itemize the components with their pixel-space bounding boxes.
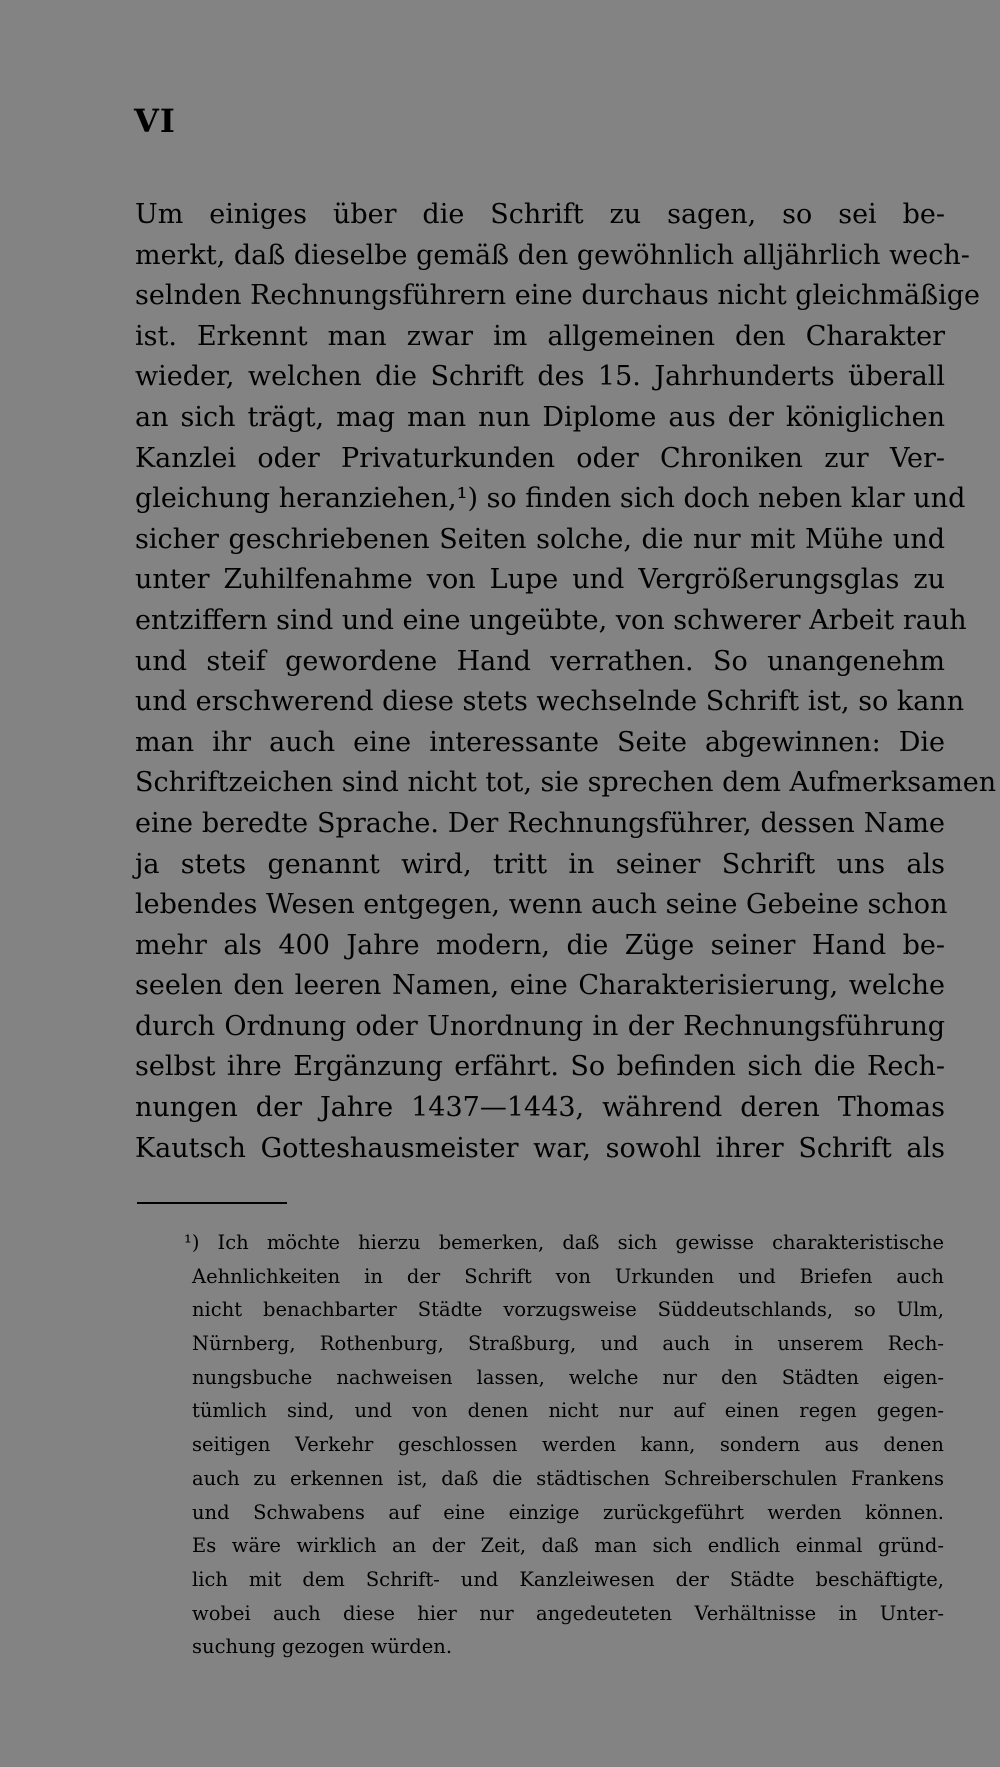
footnote-divider (137, 1202, 287, 1204)
text-line: seelen den leeren Namen, eine Charakterisierung, welche (135, 970, 945, 1002)
text-line: und steif gewordene Hand verrathen. So unangenehm (135, 645, 945, 677)
text-line: Kanzlei oder Privaturkunden oder Chroniken zur Ver- (135, 442, 945, 474)
footnote-line: auch zu erkennen ist, daß die städtischen Schreiberschulen Frankens (192, 1466, 944, 1490)
text-line: ist. Erkennt man zwar im allgemeinen den Charakter (135, 320, 945, 352)
footnote-line: tümlich sind, und von denen nicht nur auf einen regen gegen- (192, 1399, 944, 1423)
footnote (184, 1226, 944, 1664)
text-line: selbst ihre Ergänzung erfährt. So befinden sich die Rech- (135, 1051, 945, 1083)
text-line: wieder, welchen die Schrift des 15. Jahrhunderts überall (135, 361, 945, 393)
footnote-line: und Schwabens auf eine einzige zurückgeführt werden können. (192, 1500, 944, 1524)
footnote-line: lich mit dem Schrift- und Kanzleiwesen der Städte beschäftigte, (192, 1567, 944, 1591)
footnote-line: Nürnberg, Rothenburg, Straßburg, und auch in unserem Rech- (192, 1332, 944, 1356)
text-line: merkt, daß dieselbe gemäß den gewöhnlich alljährlich wech- (135, 239, 970, 271)
footnote-line: Aehnlichkeiten in der Schrift von Urkunden und Briefen auch (192, 1264, 944, 1288)
text-line: Schriftzeichen sind nicht tot, sie sprechen dem Aufmerksamen (135, 767, 997, 799)
footnote-line: nicht benachbarter Städte vorzugsweise Süddeutschlands, so Ulm, (192, 1298, 944, 1322)
text-line: sicher geschriebenen Seiten solche, die nur mit Mühe und (135, 523, 945, 555)
footnote-line: suchung gezogen würden. (192, 1635, 453, 1659)
text-line: gleichung heranziehen,¹) so finden sich doch neben klar und (135, 483, 966, 515)
text-line: Kautsch Gotteshausmeister war, sowohl ihrer Schrift als (135, 1132, 945, 1164)
text-line: man ihr auch eine interessante Seite abgewinnen: Die (135, 726, 945, 758)
text-line: unter Zuhilfenahme von Lupe und Vergrößerungsglas zu (135, 564, 945, 596)
text-line: und erschwerend diese stets wechselnde Schrift ist, so kann (135, 686, 965, 718)
text-line: selnden Rechnungsführern eine durchaus nicht gleichmäßige (135, 280, 980, 312)
main-text (135, 195, 997, 1169)
footnote-line: ¹) Ich möchte hierzu bemerken, daß sich gewisse charakteristische (184, 1231, 944, 1254)
text-line: durch Ordnung oder Unordnung in der Rechnungsführung (135, 1010, 945, 1042)
footnote-line: wobei auch diese hier nur angedeuteten Verhältnisse in Unter- (192, 1601, 944, 1625)
text-line: an sich trägt, mag man nun Diplome aus der königlichen (135, 401, 945, 433)
footnote-line: nungsbuche nachweisen lassen, welche nur den Städten eigen- (192, 1365, 944, 1389)
footnote-line: seitigen Verkehr geschlossen werden kann, sondern aus denen (192, 1433, 944, 1457)
text-line: nungen der Jahre 1437—1443, während deren Thomas (135, 1092, 945, 1124)
text-line: Um einiges über die Schrift zu sagen, so sei be- (135, 199, 945, 230)
text-line: entziffern sind und eine ungeübte, von schwerer Arbeit rauh (135, 604, 967, 636)
text-line: ja stets genannt wird, tritt in seiner Schrift uns als (135, 848, 945, 880)
text-line: mehr als 400 Jahre modern, die Züge seiner Hand be- (135, 929, 945, 961)
text-line: eine beredte Sprache. Der Rechnungsführer, dessen Name (135, 807, 945, 839)
footnote-line: Es wäre wirklich an der Zeit, daß man sich endlich einmal gründ- (192, 1534, 944, 1558)
text-line: lebendes Wesen entgegen, wenn auch seine Gebeine schon (135, 889, 948, 921)
page-number: VI (134, 102, 176, 140)
